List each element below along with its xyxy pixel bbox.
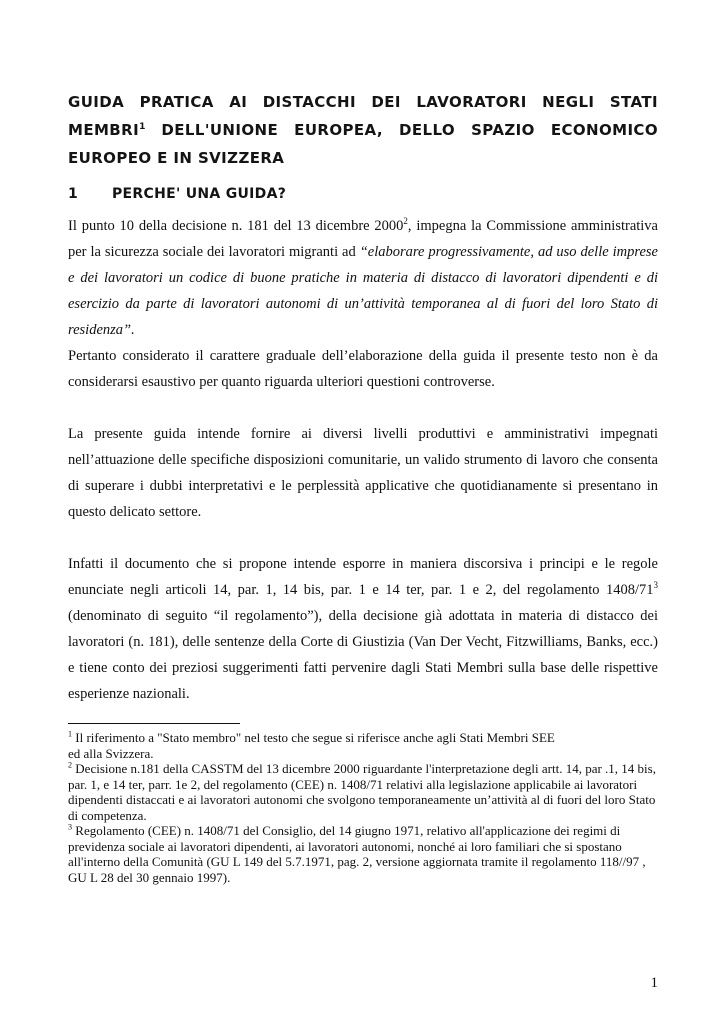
document-title	[68, 88, 658, 172]
title-line-1: GUIDA PRATICA AI DISTACCHI DEI LAVORATORI NEGLI STATI	[68, 93, 658, 111]
paragraph-1: Il punto 10 della decisione n. 181 del 13 dicembre 2000$^2$, impegna la Commissione amministrativa per la sicurezza sociale dei lavoratori migranti ad “elaborare progressivamente, ad uso delle imprese e dei lavoratori un codice di buone pratiche in materia di distacco di lavoratori dipendenti e di esercizio da parte di lavoratori autonomi di un’attività temporanea al di fuori del loro Stato di residenza”.	[68, 216, 658, 338]
paragraph-4: Infatti il documento che si propone intende esporre in maniera discorsiva i principi e le regole enunciate negli articoli 14, par. 1, 14 bis, par. 1 e 14 ter, par. 1 e 2, del regolamento $1408/71^3$ (denominato di seguito “il regolamento”), della decisione già adottata in materia di distacco dei lavoratori (n. 181), delle sentenze della Corte di Giustizia (Van Der Vecht, Fitzwilliams, Banks, ecc.) e tiene conto dei preziosi suggerimenti fatti pervenire dagli Stati Membri sulla base delle rispettive esperienze nazionali.	[68, 556, 658, 702]
section-heading	[68, 185, 658, 203]
paragraph-2: Pertanto considerato il carattere graduale dell’elaborazione della guida il presente testo non è da considerarsi esaustivo per quanto riguarda ulteriori questioni controverse.	[68, 348, 658, 390]
title-line-3: EUROPEO E IN SVIZZERA	[68, 149, 285, 167]
footnote-2: $^2$ Decisione n.181 della CASSTM del 13 dicembre 2000 riguardante l'interpretazione degli artt. 14, par .1, 14 bis, par. 1, e 14 ter, parr. 1e 2, del regolamento (CEE) n. 1408/71 relativi alla legislazione applicabile ai lavoratori dipendenti distaccati e ai lavoratori autonomi che svolgono temporaneamente un’attività al di fuori del loro Stato di competenza.	[68, 760, 656, 823]
title-line-2: MEMBRI$^1$ DELL'UNIONE EUROPEA, DELLO SPAZIO ECONOMICO	[68, 121, 658, 139]
section-number: 1	[68, 186, 79, 202]
paragraph-3: La presente guida intende fornire ai diversi livelli produttivi e amministrativi impegnati nell’attuazione delle specifiche disposizioni comunitarie, un valido strumento di lavoro che consenta di superare i dubbi interpretativi e le perplessità applicative che quotidianamente si presentano in questo delicato settore.	[68, 426, 658, 520]
section-title: PERCHE' UNA GUIDA?	[112, 186, 287, 202]
page-content	[68, 88, 658, 885]
footnote-separator	[68, 723, 240, 724]
body-text	[68, 213, 658, 707]
footnote-1: $^1$ Il riferimento a "Stato membro" nel testo che segue si riferisce anche agli Stati Membri SEE ed alla Svizzera.	[68, 729, 555, 761]
page-number: 1	[650, 975, 658, 991]
footnotes-section	[68, 723, 658, 885]
footnote-3: $^3$ Regolamento (CEE) n. 1408/71 del Consiglio, del 14 giugno 1971, relativo all'applicazione dei regimi di previdenza sociale ai lavoratori dipendenti, ai lavoratori autonomi, nonché ai loro familiari che si spostano all'interno della Comunità (GU L 149 del 5.7.1971, pag. 2, versione aggiornata tramite il regolamento 118//97 , GU L 28 del 30 gennaio 1997).	[68, 822, 646, 885]
